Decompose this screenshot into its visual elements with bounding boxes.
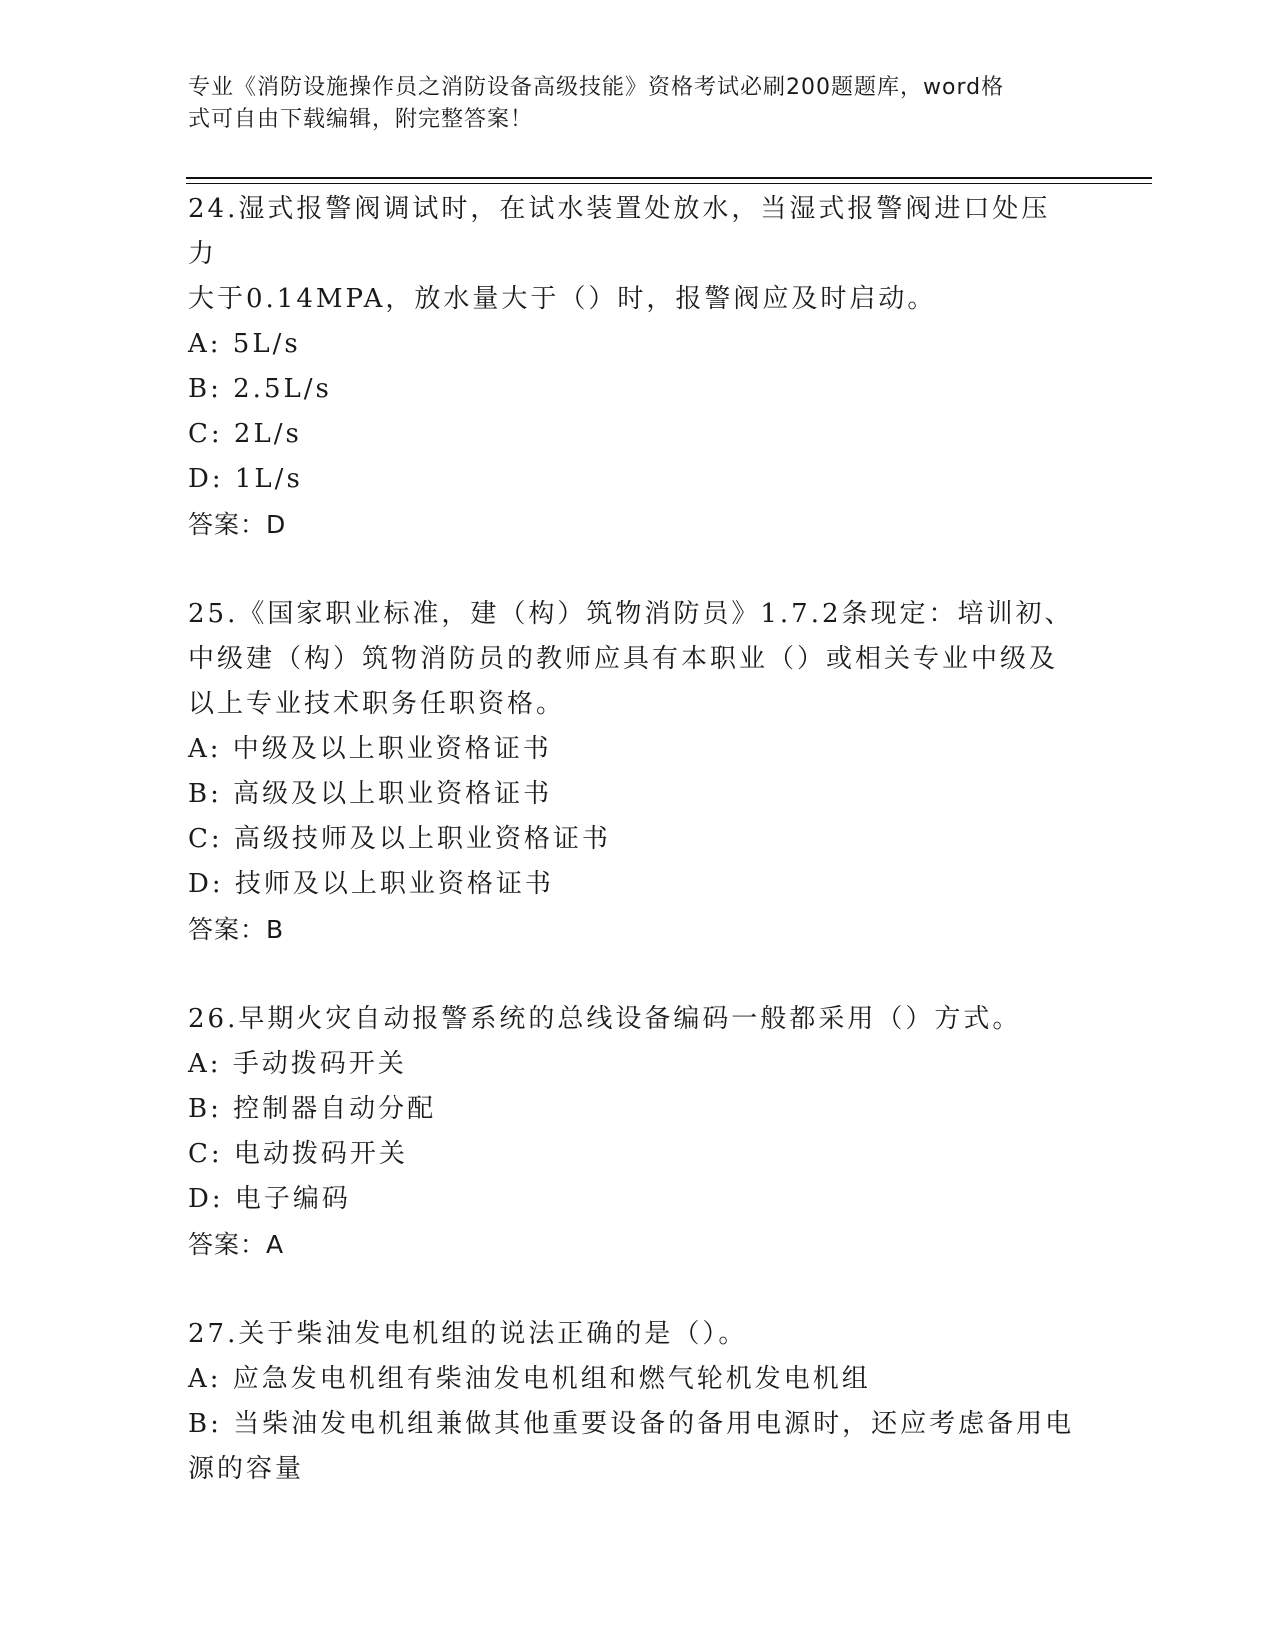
question-stem-line: 26.早期火灾自动报警系统的总线设备编码一般都采用（）方式。 (188, 1004, 1022, 1034)
option-a: A: 中级及以上职业资格证书 (188, 734, 552, 764)
question-spacer (188, 1267, 1078, 1312)
page-header (188, 72, 1068, 136)
question-stem-line: 24.湿式报警阀调试时，在试水装置处放水，当湿式报警阀进口处压力 (188, 194, 1051, 269)
option-b: B: 当柴油发电机组兼做其他重要设备的备用电源时，还应考虑备用电 (188, 1409, 1075, 1439)
answer: 答案：D (188, 510, 287, 539)
option-d: D: 电子编码 (188, 1184, 351, 1214)
question-24 (188, 187, 1078, 547)
option-a: A: 手动拨码开关 (188, 1049, 407, 1079)
header-line-1: 专业《消防设施操作员之消防设备高级技能》资格考试必刷200题题库，word格 (188, 75, 1005, 100)
question-27 (188, 1312, 1078, 1492)
option-a: A: 应急发电机组有柴油发电机组和燃气轮机发电机组 (188, 1364, 871, 1394)
answer: 答案：A (188, 1230, 285, 1259)
answer: 答案：B (188, 915, 285, 944)
option-b: B: 2.5L/s (188, 374, 332, 404)
option-d: D: 1L/s (188, 464, 303, 494)
header-line-2: 式可自由下载编辑，附完整答案！ (188, 107, 534, 132)
option-c: C: 2L/s (188, 419, 302, 449)
question-stem-line: 大于0.14MPA，放水量大于（）时，报警阀应及时启动。 (188, 284, 937, 314)
option-c: C: 高级技师及以上职业资格证书 (188, 824, 611, 854)
question-spacer (188, 547, 1078, 592)
option-d: D: 技师及以上职业资格证书 (188, 869, 554, 899)
option-b: B: 控制器自动分配 (188, 1094, 437, 1124)
header-divider-thin (186, 183, 1152, 184)
question-25 (188, 592, 1078, 952)
question-stem-line: 中级建（构）筑物消防员的教师应具有本职业（）或相关专业中级及 (188, 644, 1059, 674)
option-b-continued: 源的容量 (188, 1454, 305, 1484)
option-b: B: 高级及以上职业资格证书 (188, 779, 553, 809)
header-divider-thick (186, 177, 1152, 179)
option-c: C: 电动拨码开关 (188, 1139, 408, 1169)
question-stem-line: 25.《国家职业标准，建（构）筑物消防员》1.7.2条现定：培训初、 (188, 599, 1074, 629)
question-stem-line: 27.关于柴油发电机组的说法正确的是（）。 (188, 1319, 748, 1349)
option-a: A: 5L/s (188, 329, 301, 359)
question-26 (188, 997, 1078, 1267)
question-stem-line: 以上专业技术职务任职资格。 (188, 689, 566, 719)
question-list (188, 187, 1078, 1492)
question-spacer (188, 952, 1078, 997)
